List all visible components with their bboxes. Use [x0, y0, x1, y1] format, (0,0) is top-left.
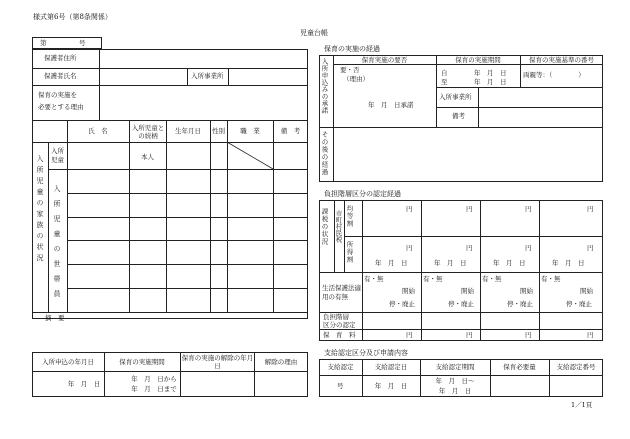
s2-date-4[interactable]: 年 月 日 — [552, 259, 585, 267]
s3-h-cert: 支給認定 — [327, 363, 354, 371]
s3-h-need: 保育必要量 — [503, 363, 536, 371]
family-side-label: 入所児童の家族の状況 — [36, 155, 44, 265]
s3-h-period: 支給認定期間 — [435, 363, 475, 371]
s2-title: 負担階層区分の認定経過 — [324, 190, 401, 198]
s1-to-label: 至 — [441, 78, 448, 86]
s2-class-label-2: 区分の認定 — [323, 321, 356, 329]
s2-fee-yen-1[interactable]: 円 — [406, 331, 413, 339]
guardian-address-field[interactable] — [100, 50, 307, 67]
s2-yesno-2[interactable]: 有・無 — [423, 275, 443, 283]
s2-date-1[interactable]: 年 月 日 — [375, 259, 408, 267]
reason-label-2: 必要とする理由 — [38, 103, 84, 111]
remarks-label: 摘 要 — [45, 314, 65, 322]
s2-eq-yen-4[interactable]: 円 — [587, 205, 594, 213]
s2-fee-label: 保 育 料 — [323, 331, 356, 339]
s2-start-4: 開始 — [580, 287, 593, 295]
s2-inc-yen-1[interactable]: 円 — [406, 244, 413, 252]
s2-equal-label: 均等割 — [345, 205, 354, 228]
s1-need-value[interactable]: 要・否 — [340, 66, 360, 74]
s2-inc-yen-3[interactable]: 円 — [525, 244, 532, 252]
self-label: 本人 — [141, 153, 154, 161]
col-job: 職 業 — [240, 127, 260, 135]
s1-note-label: 備考 — [452, 112, 465, 120]
s2-date-2[interactable]: 年 月 日 — [434, 259, 467, 267]
s2-class-label-1: 負担階層 — [323, 313, 349, 321]
s3-num-value[interactable]: 号 — [337, 382, 344, 390]
diagonal-strike — [227, 142, 273, 169]
col-relation: 入所児童との続柄 — [131, 124, 165, 140]
s3-date-value[interactable]: 年 月 日 — [374, 382, 408, 390]
s1-title: 保育の実施の経過 — [324, 45, 380, 53]
s1-to-date[interactable]: 年 月 日 — [474, 78, 507, 86]
s2-stop-1: 停・廃止 — [389, 300, 415, 308]
s1-need-header: 保育実施の要否 — [361, 56, 408, 64]
s2-eq-yen-3[interactable]: 円 — [525, 205, 532, 213]
s1-from-date[interactable]: 年 月 日 — [474, 69, 507, 77]
form-number: 様式第6号（第8条関係） — [33, 13, 112, 21]
s2-date-3[interactable]: 年 月 日 — [493, 259, 526, 267]
apply-date-header: 入所申込の年月日 — [42, 358, 94, 366]
s1-parents-value[interactable]: 両親等：（ ） — [523, 71, 585, 79]
s2-tax-side: 課税の状況 — [320, 208, 329, 246]
s1-side-progress: その後の経過 — [320, 131, 329, 176]
s1-standard-header: 保育の実施基準の番号 — [529, 56, 594, 64]
s2-stop-4: 停・廃止 — [566, 300, 592, 308]
s2-inc-yen-4[interactable]: 円 — [587, 244, 594, 252]
s1-reason-label: （理由） — [343, 75, 369, 83]
child-label: 入所児童 — [51, 147, 64, 164]
col-note: 備 考 — [280, 127, 301, 135]
s3-h-number: 支給認定番号 — [556, 363, 596, 371]
s2-city-tax-side: 市町村民税 — [334, 210, 343, 243]
s2-yesno-1[interactable]: 有・無 — [364, 275, 384, 283]
s1-from-label: 自 — [441, 69, 448, 77]
period-to[interactable]: 年 月 日まで — [131, 385, 177, 393]
member-side-label: 入所児童の世帯員 — [53, 185, 61, 305]
col-sex: 性別 — [212, 127, 225, 135]
s2-eq-yen-2[interactable]: 円 — [466, 205, 473, 213]
s1-period-header: 保育の実施期間 — [455, 56, 501, 64]
guardian-name-field[interactable] — [100, 69, 186, 84]
period-header: 保育の実施期間 — [119, 358, 165, 366]
facility-label: 入所事業所 — [191, 72, 224, 80]
s2-fee-yen-3[interactable]: 円 — [525, 331, 532, 339]
s3-period-from[interactable]: 年 月 日～ — [435, 377, 475, 385]
s2-inc-yen-2[interactable]: 円 — [466, 244, 473, 252]
col-name: 氏 名 — [88, 127, 108, 135]
s2-yesno-3[interactable]: 有・無 — [482, 275, 502, 283]
page-title: 児童台帳 — [300, 29, 328, 37]
s2-yesno-4[interactable]: 有・無 — [541, 275, 561, 283]
s2-start-2: 開始 — [461, 287, 474, 295]
s2-start-1: 開始 — [402, 287, 415, 295]
s2-welfare-label: 生活保護法適用の有無 — [322, 284, 361, 301]
reason-label-1: 保育の実施を — [38, 91, 77, 99]
facility-field[interactable] — [229, 69, 307, 84]
s2-stop-2: 停・廃止 — [448, 300, 474, 308]
release-date-header: 保育の実施の解除の年月日 — [181, 354, 254, 370]
s3-title: 支給認定区分及び申請内容 — [324, 349, 408, 357]
s2-eq-yen-1[interactable]: 円 — [406, 205, 413, 213]
reason-field[interactable] — [100, 86, 307, 119]
s2-stop-3: 停・廃止 — [507, 300, 533, 308]
s3-h-date: 支給認定日 — [374, 363, 408, 371]
s1-facility-label: 入所事業所 — [439, 93, 472, 101]
apply-date-value[interactable]: 年 月 日 — [67, 380, 101, 388]
guardian-name-label: 保護者氏名 — [44, 72, 77, 80]
s2-start-3: 開始 — [520, 287, 533, 295]
period-from[interactable]: 年 月 日から — [131, 375, 177, 383]
s2-income-label: 所得割 — [345, 241, 354, 264]
number-label: 第 号 — [40, 39, 86, 47]
page-number: 1／1頁 — [571, 401, 593, 409]
s3-period-to[interactable]: 年 月 日 — [438, 387, 472, 395]
s1-side-approval: 入所申込みの承諾 — [320, 58, 329, 114]
col-dob: 生年月日 — [175, 127, 201, 135]
s2-fee-yen-4[interactable]: 円 — [587, 331, 594, 339]
release-reason-header: 解除の理由 — [264, 358, 298, 366]
s2-fee-yen-2[interactable]: 円 — [466, 331, 473, 339]
s1-approve-date[interactable]: 年 月 日承諾 — [368, 101, 414, 109]
guardian-address-label: 保護者住所 — [44, 54, 77, 62]
